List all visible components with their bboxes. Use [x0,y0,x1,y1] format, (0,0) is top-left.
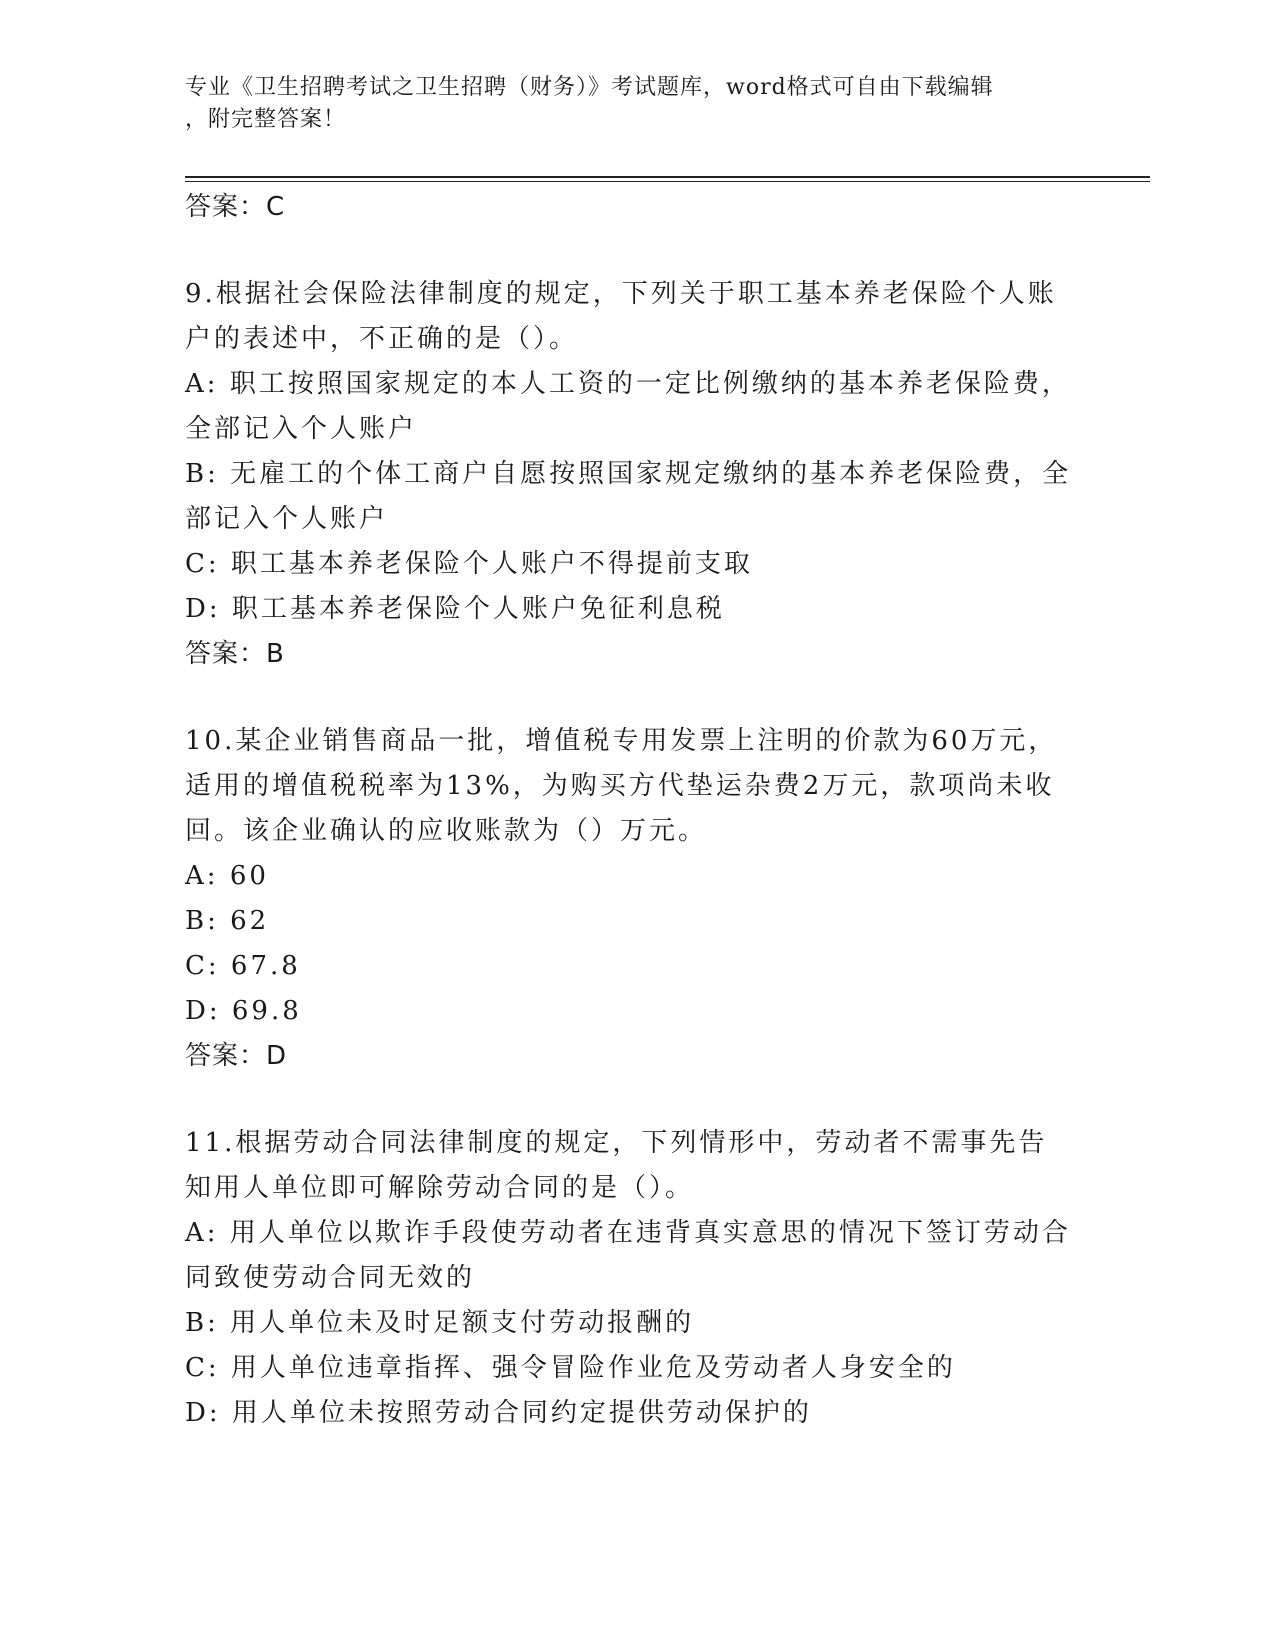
option-a [185,362,1075,452]
option-label: A: [185,1218,219,1248]
option-label: A: [185,861,219,891]
option-label: C: [185,549,220,579]
question-stem: 11.根据劳动合同法律制度的规定，下列情形中，劳动者不需事先告知用人单位即可解除劳动合同的是（）。 [185,1128,1048,1203]
option-label: C: [185,1353,220,1383]
option-b [185,452,1075,542]
header-line-2: ，附完整答案！ [185,107,347,132]
option-text: 用人单位违章指挥、强令冒险作业危及劳动者人身安全的 [230,1353,956,1383]
option-label: A: [185,369,219,399]
option-text: 职工基本养老保险个人账户不得提前支取 [230,549,753,579]
option-d [185,587,1075,632]
option-c [185,542,1075,587]
option-label: B: [185,459,219,489]
option-c [185,1346,1075,1391]
option-label: D: [185,996,221,1026]
header-line-1: 专业《卫生招聘考试之卫生招聘（财务）》考试题库，word格式可自由下载编辑 [185,75,994,100]
option-label: D: [185,1398,221,1428]
option-a [185,854,1075,899]
option-text: 62 [230,906,270,936]
option-label: B: [185,1308,219,1338]
option-text: 用人单位以欺诈手段使劳动者在违背真实意思的情况下签订劳动合同致使劳动合同无效的 [185,1218,1071,1293]
option-text: 67.8 [230,951,301,981]
question-10 [185,719,1075,1079]
previous-answer: 答案：C [185,192,286,222]
question-stem: 9.根据社会保险法律制度的规定，下列关于职工基本养老保险个人账户的表述中，不正确的是（）。 [185,279,1057,354]
option-text: 用人单位未及时足额支付劳动报酬的 [230,1308,695,1338]
header-divider-thin [185,181,1150,182]
header-divider-thick [185,176,1150,178]
question-answer: 答案：B [185,639,285,669]
option-text: 职工按照国家规定的本人工资的一定比例缴纳的基本养老保险费，全部记入个人账户 [185,369,1071,444]
option-a [185,1211,1075,1301]
option-b [185,1301,1075,1346]
option-label: D: [185,594,221,624]
option-d [185,989,1075,1034]
question-9 [185,272,1075,677]
option-c [185,944,1075,989]
option-label: B: [185,906,219,936]
option-text: 69.8 [231,996,302,1026]
option-b [185,899,1075,944]
option-d [185,1391,1075,1436]
option-label: C: [185,951,220,981]
question-11 [185,1121,1075,1436]
option-text: 无雇工的个体工商户自愿按照国家规定缴纳的基本养老保险费，全部记入个人账户 [185,459,1072,534]
document-header [185,72,1085,136]
question-answer: 答案：D [185,1041,288,1071]
document-body [185,185,1075,1436]
option-text: 60 [229,861,269,891]
option-text: 用人单位未按照劳动合同约定提供劳动保护的 [231,1398,812,1428]
option-text: 职工基本养老保险个人账户免征利息税 [231,594,725,624]
question-stem: 10.某企业销售商品一批，增值税专用发票上注明的价款为60万元，适用的增值税税率为13%，为购买方代垫运杂费2万元，款项尚未收回。该企业确认的应收账款为（）万元。 [185,726,1058,846]
